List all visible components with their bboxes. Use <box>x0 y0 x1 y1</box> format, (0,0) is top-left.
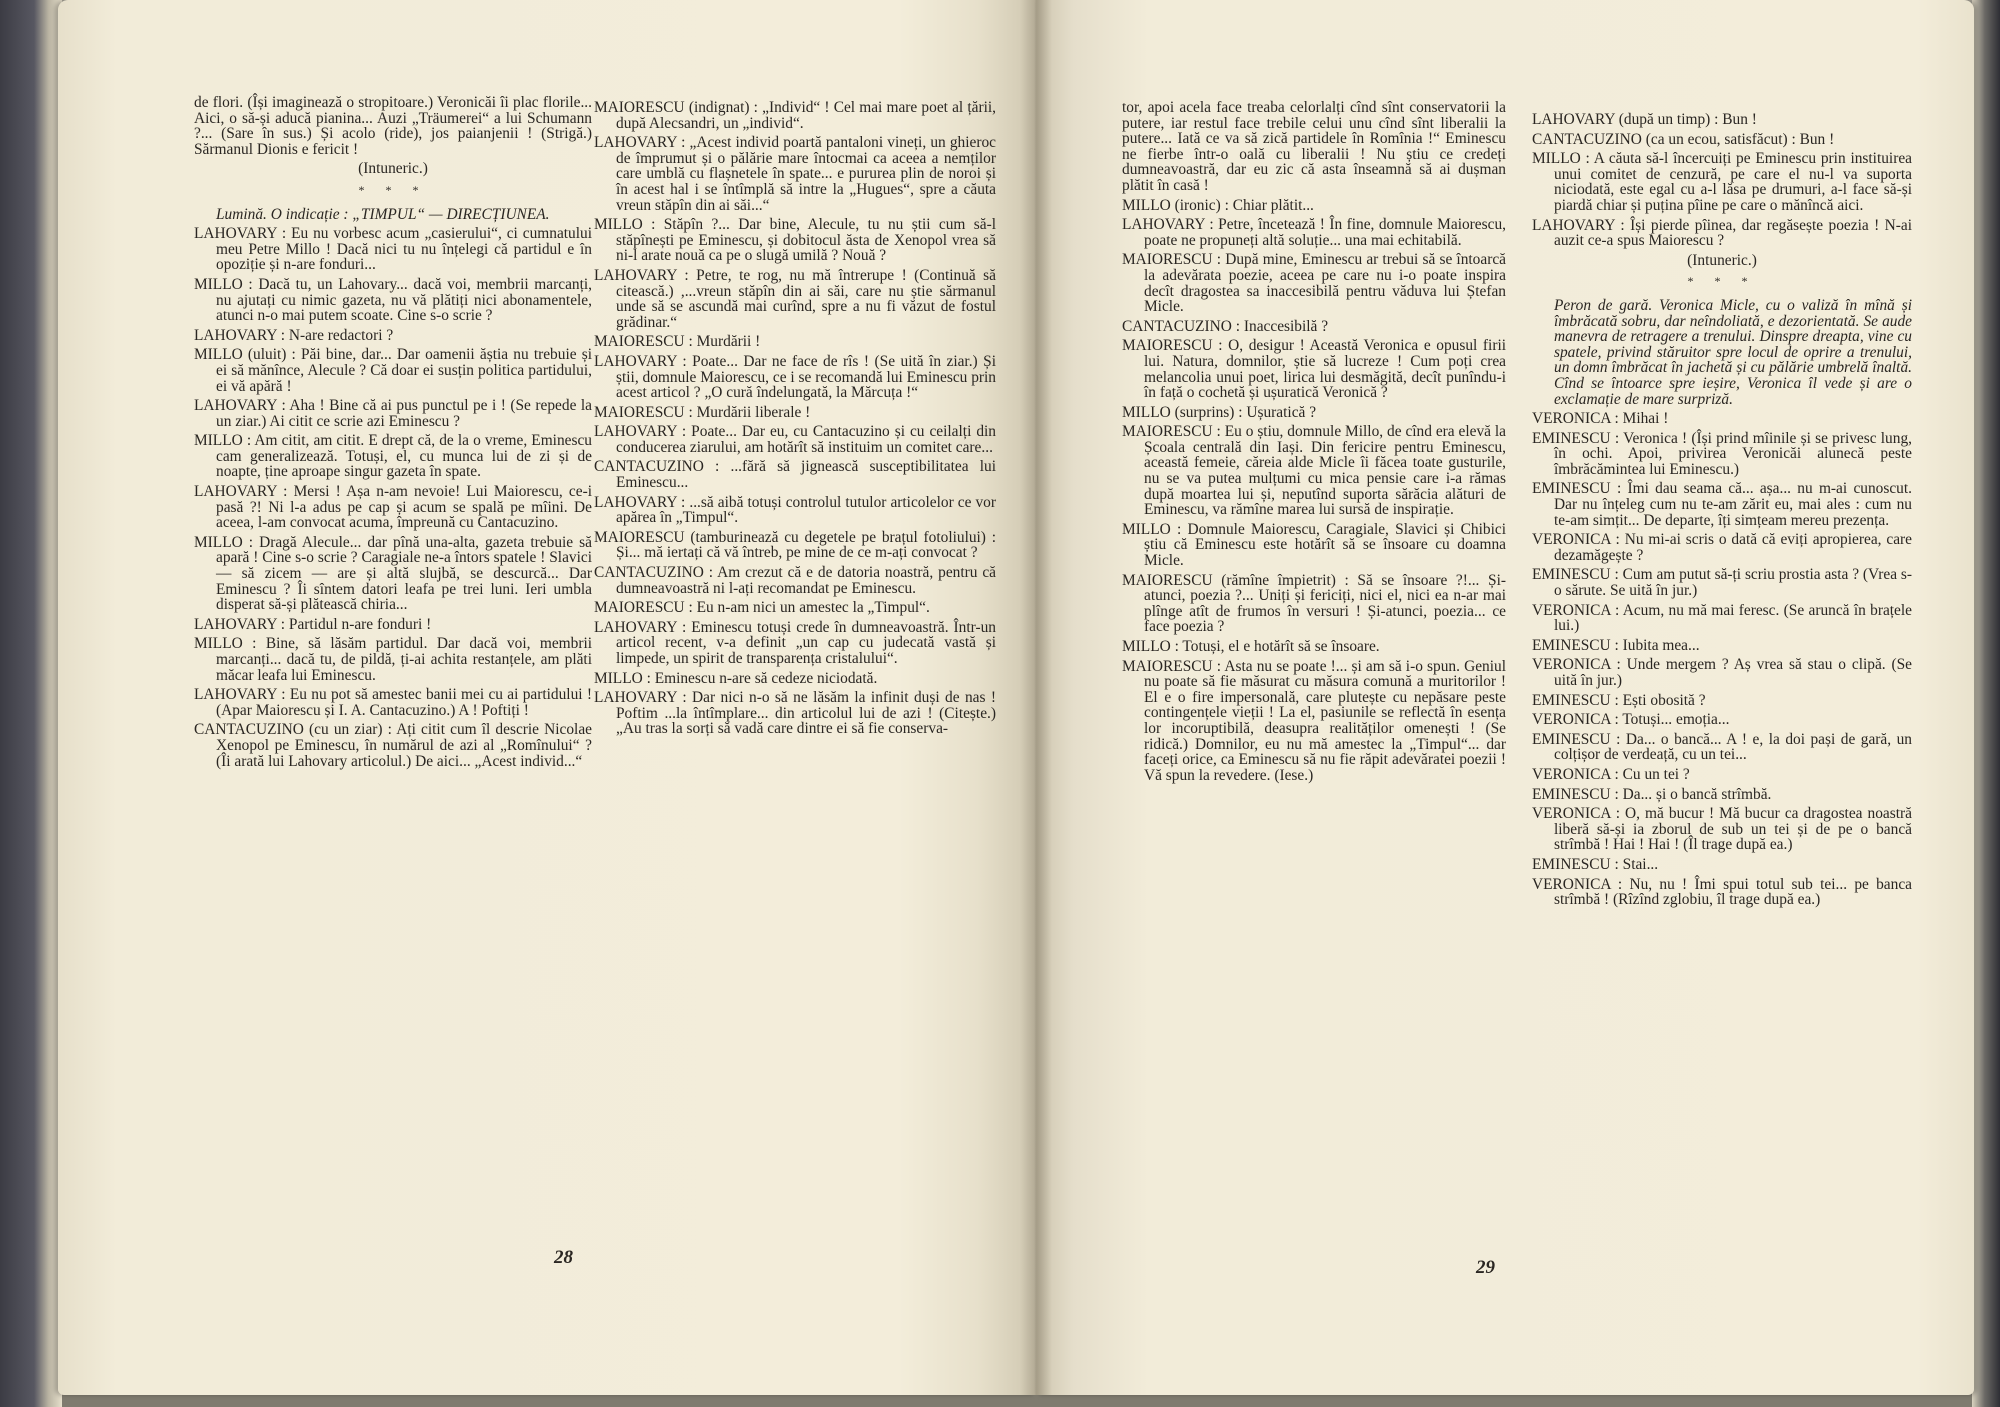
right-page-column-2 <box>1532 112 1912 912</box>
scene-note: (Intuneric.) <box>358 160 428 178</box>
dialogue-line: MAIORESCU : O, desigur ! Această Veronica e opusul firii lui. Natura, domnilor, știe să lucreze ! Cum poți crea melancolia unui poet, lirica lui desmăgită, decît punîndu-i în față o cochetă și ușuratică Veronică ? <box>1122 337 1506 402</box>
dialogue-line: MILLO (surprins) : Ușuratică ? <box>1122 403 1317 421</box>
dialogue-line: MILLO : Am citit, am citit. E drept că, de la o vreme, Eminescu cam generalizează. Totuși, el, cu munca lui de zi și de noapte, ține aproape singur gazeta în spate. <box>194 432 592 481</box>
dialogue-line: EMINESCU : Îmi dau seama că... așa... nu m-ai cunoscut. Dar nu înțeleg cum nu te-am zărit eu, mai ales : cum nu te-am simțit... De departe, îți simțeam mereu prezența. <box>1532 480 1912 529</box>
dialogue-line: MAIORESCU : Eu n-am nici un amestec la „Timpul“. <box>594 599 930 617</box>
dialogue-line: LAHOVARY : Eminescu totuși crede în dumneavoastră. Într-un articol recent, v-a definit „un cap cu judecată vastă și limpede, un spirit de transparența cristalului“. <box>594 618 996 667</box>
dialogue-line: MILLO (ironic) : Chiar plătit... <box>1122 196 1314 214</box>
dialogue-line: MILLO : Eminescu n-are să cedeze niciodată. <box>594 669 878 687</box>
dialogue-line: LAHOVARY : Eu nu vorbesc acum „casierului“, ci cumnatului meu Petre Millo ! Dacă nici tu nu înțelegi că partidul e în opoziție și n-are fonduri... <box>194 225 592 274</box>
book-cover-left <box>0 0 62 1407</box>
dialogue-line: VERONICA : O, mă bucur ! Mă bucur ca dragostea noastră liberă să-și ia zborul de sub un tei și de pe o bancă strîmbă ! Hai ! Hai ! (Îl trage după ea.) <box>1532 805 1912 854</box>
stage-direction: Peron de gară. Veronica Micle, cu o valiză în mînă și îmbrăcată sobru, dar neîndoliată, e dezorientată. Se aude manevra de retragere a trenului. Dinspre dreapta, vine cu spatele, privind stăruitor spre locul de oprire a trenului, un domn îmbrăcat în jachetă și cu pălărie umbrelă înaltă. Cînd se întoarce spre ieșire, Veronica îl vede și are o exclamație de mare surpriză. <box>1554 296 1912 408</box>
dialogue-line: LAHOVARY : Mersi ! Așa n-am nevoie! Lui Maiorescu, ce-i pasă ?! Ni l-a adus pe cap și acum se spală pe mîini. De aceea, l-am convocat acuma, împreună cu Cantacuzino. <box>194 483 592 532</box>
book-cover-right <box>1972 0 2000 1407</box>
dialogue-line: EMINESCU : Stai... <box>1532 855 1659 873</box>
dialogue-line: MILLO : Domnule Maiorescu, Caragiale, Slavici și Chibici știu că Eminescu este hotărît să se însoare cu doamna Micle. <box>1122 520 1506 570</box>
dialogue-line: MILLO (uluit) : Păi bine, dar... Dar oamenii ăștia nu trebuie și ei să mănînce, Alecule ? Că doar ei susțin politica partidului, ei vă apără ! <box>194 346 592 395</box>
dialogue-line: LAHOVARY : Petre, încetează ! În fine, domnule Maiorescu, poate ne propuneți altă soluție... una mai echitabilă. <box>1122 216 1506 249</box>
dialogue-line: VERONICA : Totuși... emoția... <box>1532 711 1730 729</box>
scene-divider: * * * <box>1687 274 1757 289</box>
dialogue-line: MILLO : Dacă tu, un Lahovary... dacă voi, membrii marcanți, nu ajutați cu nimic gazeta, nu vă plătiți nici abonamentele, atunci n-o mai putem scoate. Cine s-o scrie ? <box>194 275 592 325</box>
dialogue-line: EMINESCU : Da... o bancă... A ! e, la doi pași de gară, un colțișor de verdeață, cu un tei... <box>1532 730 1912 764</box>
dialogue-line: EMINESCU : Ești obosită ? <box>1532 691 1706 709</box>
dialogue-line: CANTACUZINO : Am crezut că e de datoria noastră, pentru că dumneavoastră ni l-ați recomandat pe Eminescu. <box>594 564 996 597</box>
dialogue-line: MAIORESCU : Murdării liberale ! <box>594 403 811 421</box>
dialogue-line: LAHOVARY : „Acest individ poartă pantaloni vineți, un ghieroc de împrumut și o pălărie mare întocmai ca aceea a nemților care umblă cu flașnetele în spate... e pururea plin de noroi și în acest hal i se întîmplă să intre la „Hugues“, spre a căuta vreun stăpîn din ai săi...“ <box>594 134 996 214</box>
dialogue-line: MILLO : Stăpîn ?... Dar bine, Alecule, tu nu știi cum să-l stăpînești pe Eminescu, și dobitocul ăsta de Xenopol vrea să ni-l arate nouă ca pe o slugă umilă ? Nouă ? <box>594 216 996 265</box>
dialogue-line: VERONICA : Mihai ! <box>1532 410 1669 428</box>
dialogue-line: EMINESCU : Cum am putut să-ți scriu prostia asta ? (Vrea s-o sărute. Se uită în jur.) <box>1532 566 1912 600</box>
dialogue-line: EMINESCU : Iubita mea... <box>1532 636 1700 654</box>
dialogue-line: LAHOVARY : Poate... Dar eu, cu Cantacuzino și cu ceilalți din conducerea ziarului, am hotărît să instituim un comitet care... <box>594 423 996 456</box>
dialogue-line: LAHOVARY : Poate... Dar ne face de rîs ! (Se uită în ziar.) Și știi, domnule Maiorescu, ce i se recomandă lui Eminescu prin acest articol ? „O cură îndelungată, la Mărcuța !“ <box>594 352 996 402</box>
dialogue-line: MILLO : Dragă Alecule... dar pînă una-alta, gazeta trebuie să apară ! Cine s-o scrie ? Caragiale ne-a întors spatele ! Slavici — să zicem — are și altă slujbă, se descurcă... Dar Eminescu ? Îi sîntem datori leafa pe trei luni. Ieri umbla disperat să-și plătească chiria... <box>194 533 592 614</box>
scene-note: (Intuneric.) <box>1687 251 1757 269</box>
dialogue-line: VERONICA : Unde mergem ? Aș vrea să stau o clipă. (Se uită în jur.) <box>1532 656 1912 689</box>
dialogue-line: LAHOVARY : N-are redactori ? <box>194 326 394 344</box>
right-page <box>1036 0 1974 1395</box>
dialogue-line: LAHOVARY : Partidul n-are fonduri ! <box>194 615 432 633</box>
left-page-column-1 <box>194 95 592 773</box>
dialogue-line: CANTACUZINO (cu un ziar) : Ați citit cum îl descrie Nicolae Xenopol pe Eminescu, în numărul de azi al „Romînului“ ? (Îi arată lui Lahovary articolul.) De aici... „Acest individ...“ <box>194 721 592 770</box>
dialogue-line: MAIORESCU : După mine, Eminescu ar trebui să se întoarcă la adevărata poezie, aceea pe care nu i-o poate inspira decît dragostea sa inaccesibilă pentru văduva lui Ștefan Micle. <box>1122 251 1506 316</box>
dialogue-line: VERONICA : Nu mi-ai scris o dată că eviți apropierea, care dezamăgește ? <box>1532 531 1912 564</box>
dialogue-line: tor, apoi acela face treaba celorlalți cînd sînt conservatorii la putere, iar restul face trebile celui unu cînd sînt liberalii la putere... Iată ce va să zică partidele în Romînia !“ Eminescu ne fierbe într-o oală cu liberalii ! Nu știu ce credeți dumneavoastră, dar eu zic că asta înseamnă să ai dușman plătit în casă ! <box>1122 99 1506 194</box>
dialogue-line: MAIORESCU : Eu o știu, domnule Millo, de cînd era elevă la Școala centrală din Iași. Din fericire pentru Eminescu, această femeie, căreia alde Micle îi făcea toate gusturile, nu se va putea mulțumi cu mica pensie care i-a rămas după moartea lui și, neputînd suporta sărăcia alături de Eminescu, va rămîne marea lui sursă de inspirație. <box>1122 423 1506 519</box>
dialogue-line: MILLO : A căuta să-l încercuiți pe Eminescu prin instituirea unui comitet de cenzură, pe care el nu-l va suporta niciodată, este egal cu a-l lăsa pe drumuri, a-l face să-și piardă chiar și puțina pîine pe care o mănîncă aici. <box>1532 150 1912 214</box>
dialogue-line: VERONICA : Cu un tei ? <box>1532 765 1690 783</box>
dialogue-line: MAIORESCU : Murdării ! <box>594 333 761 351</box>
dialogue-line: CANTACUZINO (ca un ecou, satisfăcut) : Bun ! <box>1532 130 1835 148</box>
dialogue-line: VERONICA : Acum, nu mă mai feresc. (Se aruncă în brațele lui.) <box>1532 601 1912 635</box>
dialogue-line: LAHOVARY : Dar nici n-o să ne lăsăm la infinit duși de nas ! Poftim ...la întîmplare... din articolul lui de azi ! (Citește.) „Au tras la sorți să vadă care dintre ei să fie conserva- <box>594 689 996 738</box>
left-page-column-2 <box>594 100 996 741</box>
page-number-left: 28 <box>554 1247 573 1268</box>
dialogue-line: LAHOVARY : Petre, te rog, nu mă întrerupe ! (Continuă să citească.) ,...vreun stăpîn din ai săi, care nu știe sărmanul unde să se ascundă mai curînd, spre a nu fi văzut de fostul grădinar.“ <box>594 266 996 331</box>
right-page-column-1 <box>1122 100 1506 787</box>
dialogue-line: LAHOVARY : Eu nu pot să amestec banii mei cu ai partidului ! (Apar Maiorescu și I. A. Cantacuzino.) A ! Poftiți ! <box>194 686 592 719</box>
dialogue-line: MAIORESCU (tamburinează cu degetele pe brațul fotoliului) : Și... mă iertați că vă întreb, pe mine de ce m-ați convocat ? <box>594 528 996 562</box>
stage-direction: Lumină. O indicație : „TIMPUL“ — DIRECȚIUNEA. <box>216 205 550 223</box>
scene-divider: * * * <box>358 182 428 197</box>
dialogue-line: LAHOVARY : Își pierde pîinea, dar regăsește poezia ! N-ai auzit ce-a spus Maiorescu ? <box>1532 216 1912 250</box>
dialogue-line: MILLO : Bine, să lăsăm partidul. Dar dacă voi, membrii marcanți... dacă tu, de pildă, ți-ai achita restanțele, am plăti măcar leafa lui Eminescu. <box>194 635 592 684</box>
dialogue-line: MILLO : Totuși, el e hotărît să se însoare. <box>1122 638 1380 655</box>
dialogue-line: EMINESCU : Veronica ! (Își prind mîinile și se privesc lung, în ochi. Apoi, privirea Veronicăi alunecă peste îmbrăcămintea lui Eminescu.) <box>1532 429 1912 478</box>
dialogue-line: MAIORESCU : Asta nu se poate !... și am să i-o spun. Geniul nu poate să fie măsurat cu măsura comună a muritorilor ! El e o fire impersonală, care plutește cu nepăsare peste contingențele vieții ! La el, pasiunile se reflectă în esența lor incoruptibilă, deasupra realităților omenești ! (Se ridică.) Domnilor, eu nu mă amestec la „Timpul“... dar faceți orice, ca Eminescu să nu fie răpit adevăratei poezii ! Vă spun la revedere. (Iese.) <box>1122 657 1506 784</box>
left-page <box>58 0 1036 1395</box>
dialogue-line: EMINESCU : Da... și o bancă strîmbă. <box>1532 785 1772 803</box>
dialogue-line: VERONICA : Nu, nu ! Îmi spui totul sub tei... pe banca strîmbă ! (Rîzînd zglobiu, îl trage după ea.) <box>1532 875 1912 909</box>
dialogue-line: MAIORESCU (rămîne împietrit) : Să se însoare ?!... Și-atunci, poezia ?... Uniți și fericiți, nici el, nici ea n-ar mai plînge atît de frumos în versuri ! Și-atunci, poezia... ce face poezia ? <box>1122 571 1506 636</box>
dialogue-line: CANTACUZINO : ...fără să jignească susceptibilitatea lui Eminescu... <box>594 458 996 492</box>
dialogue-line: LAHOVARY : Aha ! Bine că ai pus punctul pe i ! (Se repede la un ziar.) Ai citit ce scrie azi Eminescu ? <box>194 397 592 430</box>
dialogue-line: LAHOVARY : ...să aibă totuși controlul tutulor articolelor ce vor apărea în „Timpul“. <box>594 493 996 527</box>
dialogue-line: MAIORESCU (indignat) : „Individ“ ! Cel mai mare poet al țării, după Alecsandri, un „individ“. <box>594 99 996 132</box>
book-gutter <box>1020 0 1052 1395</box>
dialogue-line: CANTACUZINO : Inaccesibilă ? <box>1122 317 1329 335</box>
dialogue-line: LAHOVARY (după un timp) : Bun ! <box>1532 111 1757 128</box>
page-number-right: 29 <box>1476 1257 1495 1278</box>
dialogue-line: de flori. (Își imaginează o stropitoare.) Veronicăi îi plac florile... Aici, o să-și aducă pianina... Auzi „Träumerei“ a lui Schumann ?... (Sare în sus.) Și acolo (ride), jos paianjenii ! (Strigă.) Sărmanul Dionis e fericit ! <box>194 94 592 158</box>
